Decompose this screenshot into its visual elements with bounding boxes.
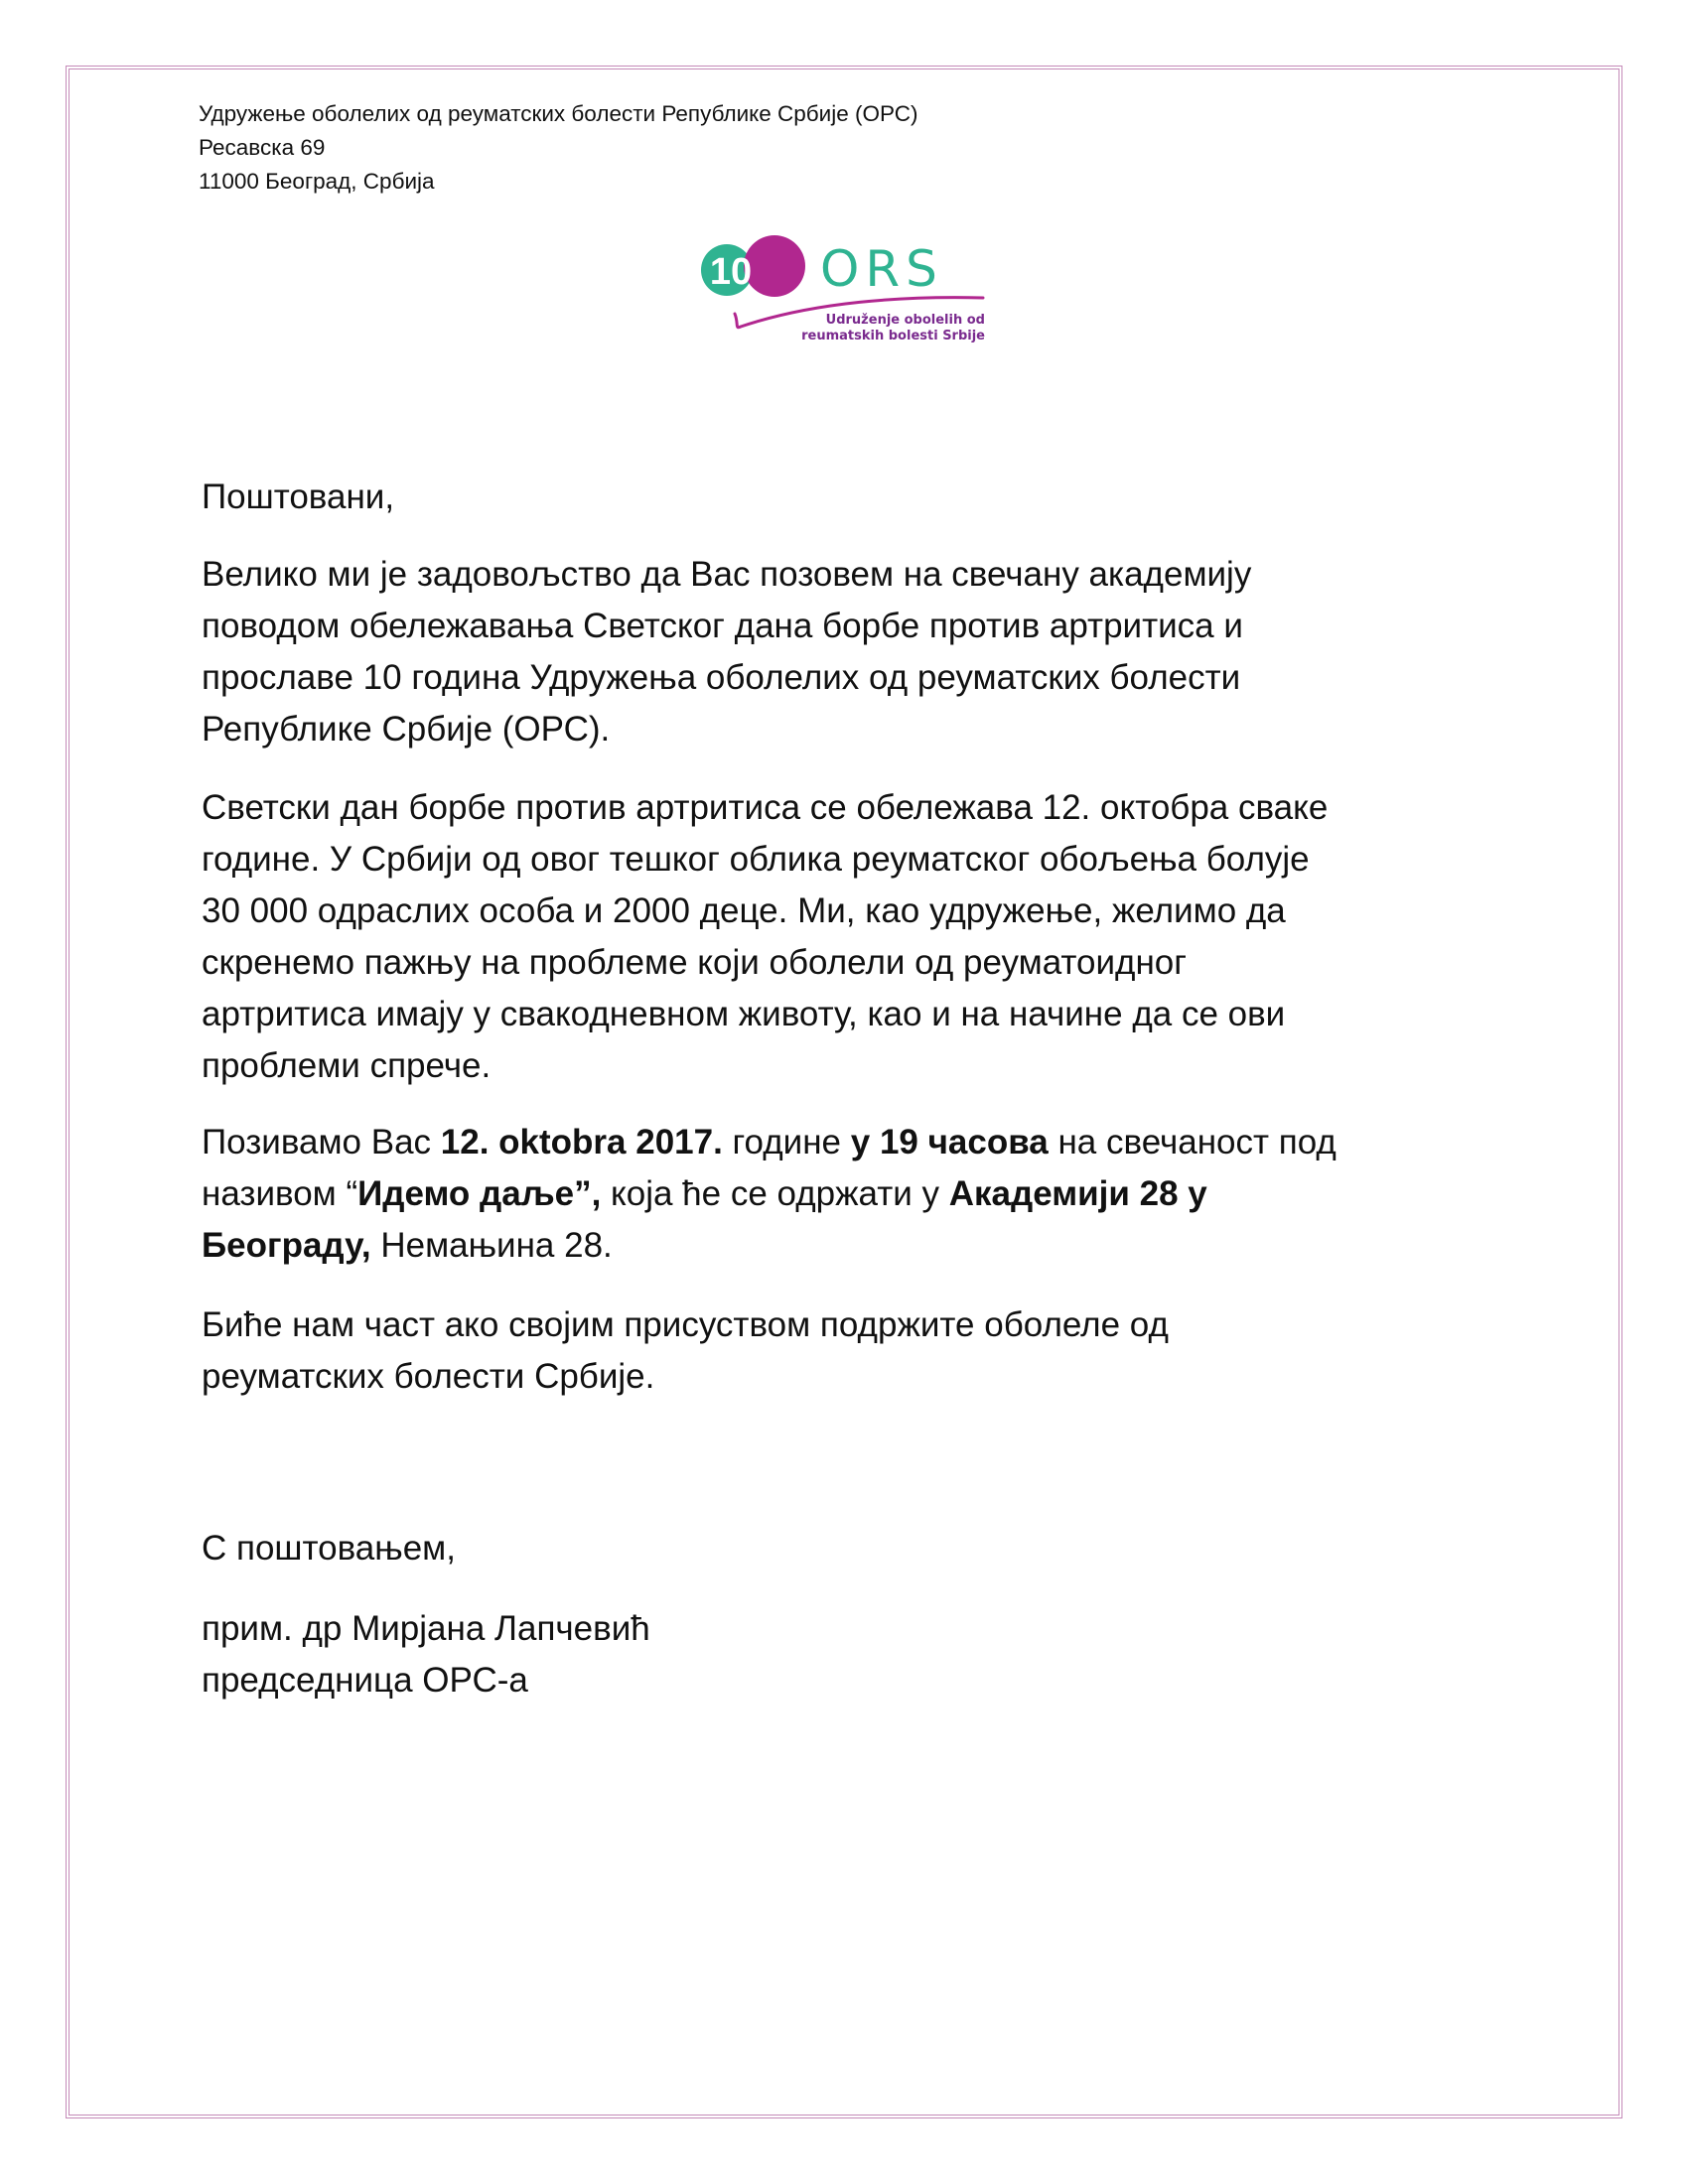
logo-tagline-line-1: Udruženje obolelih od	[825, 313, 985, 328]
paragraph-line: скренемо пажњу на проблеме који оболели од реуматоидног	[202, 943, 1188, 982]
signature-block	[202, 1603, 650, 1706]
paragraph-line	[202, 1220, 1336, 1272]
sender-street: Ресавска 69	[199, 135, 326, 160]
logo-badge-number: 10	[709, 251, 753, 293]
paragraph-line	[202, 1168, 1336, 1220]
ors-logo	[695, 226, 993, 349]
logo-tagline-line-2: reumatskih bolesti Srbije	[801, 329, 985, 343]
logo-magenta-circle	[744, 235, 805, 297]
event-name: Идемо даље	[357, 1174, 575, 1213]
paragraph-line: Републике Србије (ОРС).	[202, 710, 611, 749]
paragraph-line: поводом обележавања Светског дана борбе против артритиса и	[202, 607, 1243, 645]
paragraph-line: Биће нам част ако својим присуством подржите оболеле од	[202, 1305, 1169, 1344]
paragraph-line: 30 000 одраслих особа и 2000 деце. Ми, као удружење, желимо да	[202, 891, 1286, 930]
paragraph-line: артритиса имају у свакодневном животу, као и на начине да се ови	[202, 995, 1286, 1033]
year-word: године	[722, 1123, 851, 1161]
sender-city: 11000 Београд, Србија	[199, 169, 435, 194]
event-date: 12. oktobra 2017.	[440, 1123, 723, 1161]
paragraph-line: Светски дан борбе против артритиса се обележава 12. октобра сваке	[202, 788, 1329, 827]
paragraph-line: реуматских болести Србије.	[202, 1357, 655, 1396]
paragraph-line: прославе 10 година Удружења оболелих од реуматских болести	[202, 658, 1241, 697]
signer-name: прим. др Мирјана Лапчевић	[202, 1609, 650, 1648]
event-venue-city: Београду,	[202, 1226, 371, 1265]
paragraph-event-details	[202, 1117, 1336, 1272]
salutation: Поштовани,	[202, 478, 395, 516]
paragraph-support	[202, 1299, 1169, 1403]
line2-middle: која ће се одржати у	[601, 1174, 949, 1213]
line1-tail: на свечаност под	[1048, 1123, 1336, 1161]
paragraph-line: године. У Србији од овог тешког облика реуматског обољења болује	[202, 840, 1310, 879]
signer-title: председница ОРС-а	[202, 1661, 528, 1700]
sender-organization: Удружење оболелих од реуматских болести Републике Србије (ОРС)	[199, 101, 918, 126]
sender-address	[199, 97, 917, 199]
paragraph-invitation	[202, 549, 1251, 755]
line2-prefix: називом “	[202, 1174, 358, 1213]
event-address: Немањина 28.	[370, 1226, 613, 1265]
closing: С поштовањем,	[202, 1529, 456, 1568]
event-time: у 19 часова	[850, 1123, 1049, 1161]
logo-wordmark: ORS	[820, 240, 943, 298]
paragraph-arthritis-day	[202, 782, 1328, 1092]
page-border	[66, 66, 1622, 2118]
event-venue: Академији 28 у	[948, 1174, 1207, 1213]
paragraph-line: проблеми спрече.	[202, 1046, 492, 1085]
paragraph-line: Велико ми је задовољство да Вас позовем на свечану академију	[202, 555, 1252, 594]
paragraph-line	[202, 1117, 1336, 1168]
invite-prefix: Позивамо Вас	[202, 1123, 441, 1161]
event-name-close: ”,	[574, 1174, 602, 1213]
